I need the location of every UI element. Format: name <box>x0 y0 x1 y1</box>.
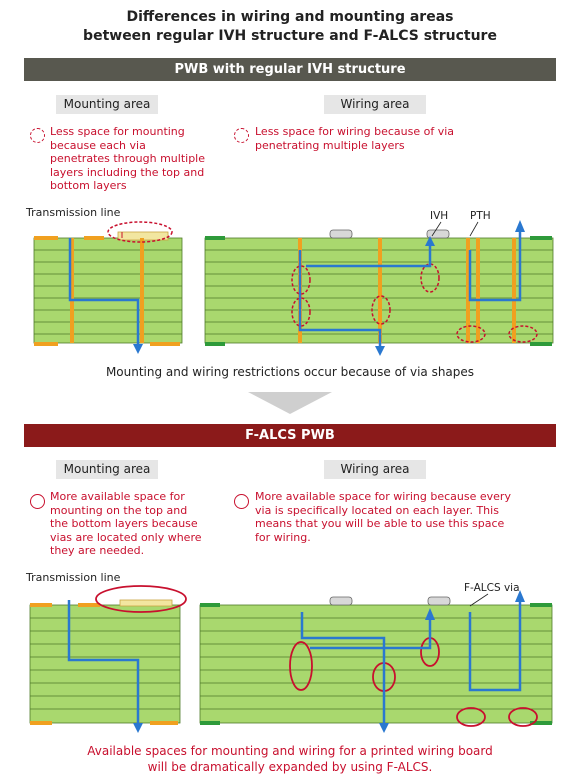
falcs-via-label: F-ALCS via <box>464 582 520 594</box>
falcs-mounting-note: More available space for mounting on the top and the bottom layers because vias are located only where they are needed. <box>50 490 202 558</box>
title-line-2: between regular IVH structure and F-ALCS structure <box>83 28 497 44</box>
falcs-wiring-area-label: Wiring area <box>324 460 426 479</box>
pth-label: PTH <box>470 210 491 222</box>
falcs-mounting-area-label: Mounting area <box>56 460 158 479</box>
final-caption <box>0 743 580 775</box>
falcs-banner: F-ALCS PWB <box>24 424 556 447</box>
final-caption-line-2: will be dramatically expanded by using F-ALCS. <box>147 760 433 774</box>
ivh-caption: Mounting and wiring restrictions occur because of via shapes <box>105 365 475 379</box>
ivh-label: IVH <box>430 210 449 222</box>
ivh-wiring-area-label: Wiring area <box>324 95 426 114</box>
ivh-banner: PWB with regular IVH structure <box>24 58 556 81</box>
falcs-wiring-note: More available space for wiring because every via is specifically located on each layer. This means that you will be able to use this space for wiring. <box>255 490 511 544</box>
falcs-right-board <box>200 590 552 733</box>
title-line-1: Differences in wiring and mounting areas <box>126 9 454 25</box>
falcs-transmission-line-label: Transmission line <box>26 571 121 584</box>
ivh-mounting-area-label: Mounting area <box>56 95 158 114</box>
ivh-wiring-note: Less space for wiring because of via penetrating multiple layers <box>255 125 455 152</box>
final-caption-line-1: Available spaces for mounting and wiring for a printed wiring board <box>87 744 493 758</box>
ivh-transmission-line-label: Transmission line <box>26 206 121 219</box>
falcs-left-board <box>30 586 186 733</box>
ivh-mounting-note: Less space for mounting because each via penetrates through multiple layers including the top and bottom layers <box>50 125 206 193</box>
